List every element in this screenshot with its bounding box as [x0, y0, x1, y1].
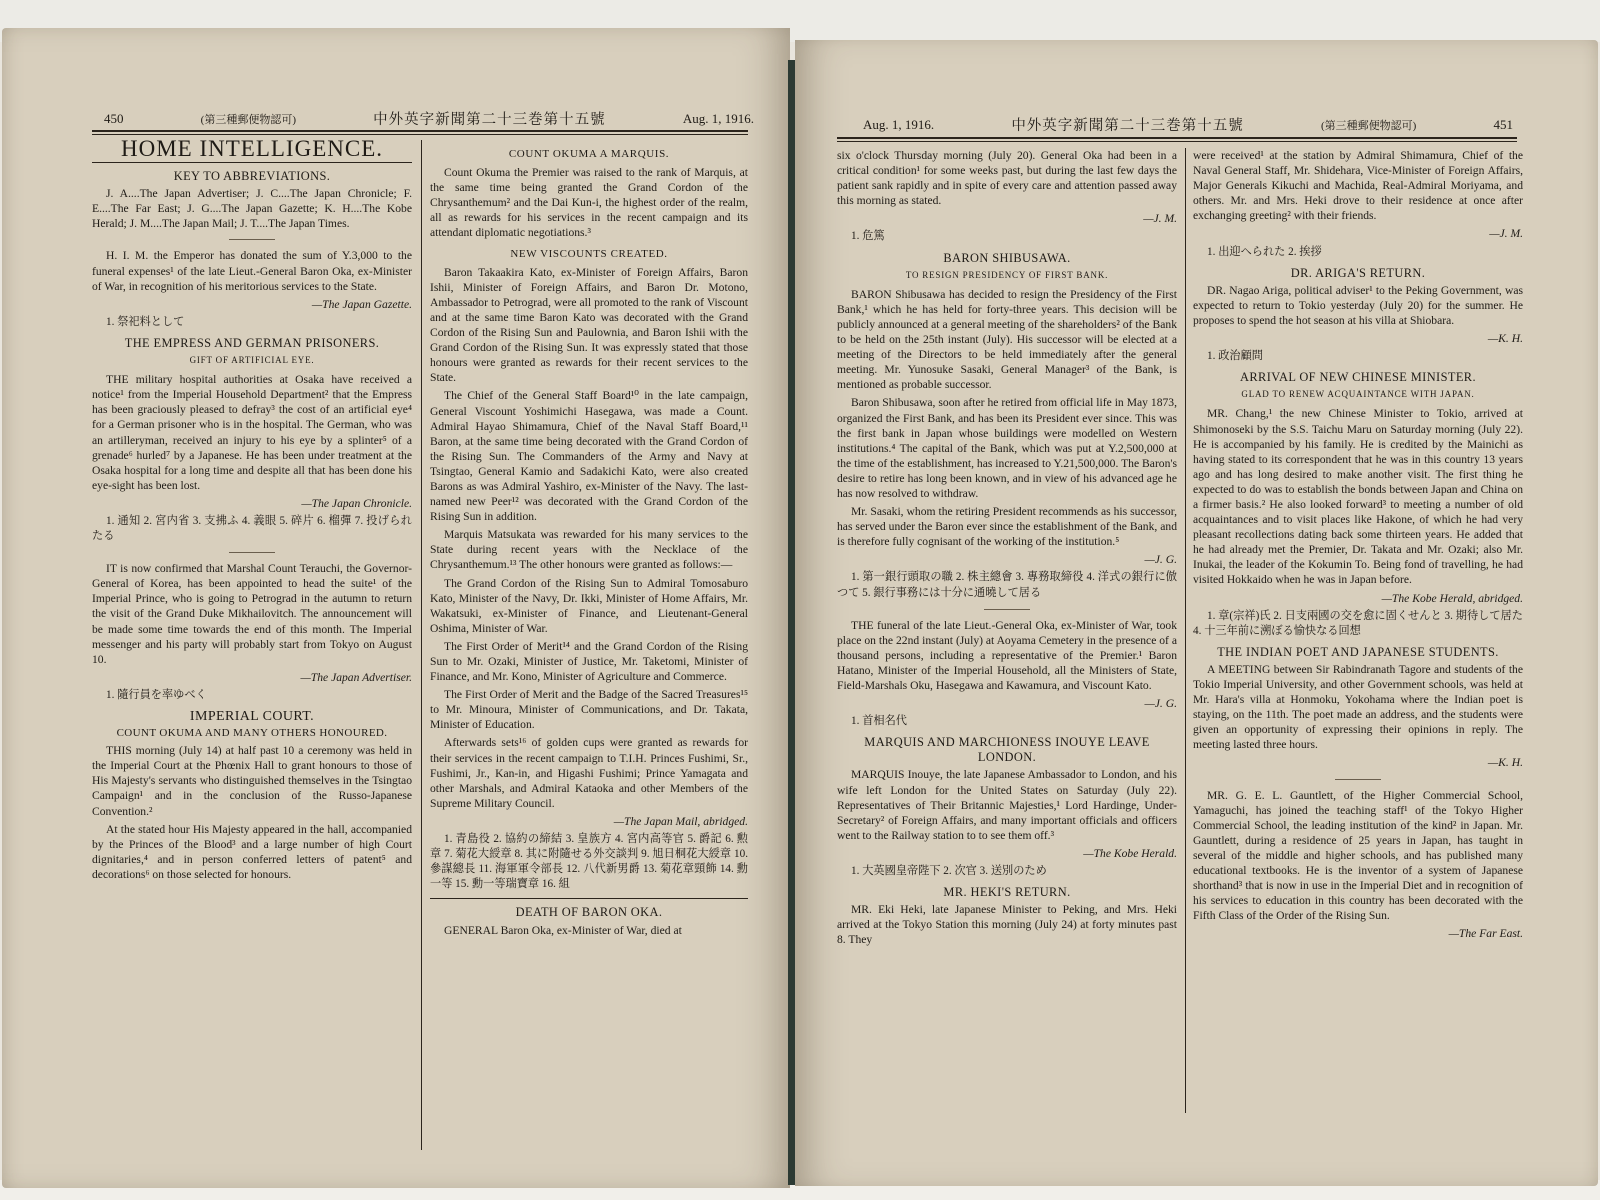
issue-date: Aug. 1, 1916. [863, 116, 935, 132]
empress-subheading: GIFT OF ARTIFICIAL EYE. [189, 355, 315, 366]
terauchi-source: —The Japan Advertiser. [300, 670, 412, 684]
key-heading: KEY TO ABBREVIATIONS. [173, 169, 331, 184]
funeral-source: —J. G. [1144, 697, 1177, 711]
right-running-header [863, 114, 1513, 135]
heki-article-start: MR. Eki Heki, late Japanese Minister to Peking, and Mrs. Heki arrived at the Tokyo Station this morning (July 24) at forty minutes past 8. They [837, 903, 1177, 947]
viscounts-paragraph-7: Afterwards sets¹⁶ of golden cups were granted as rewards for their services in the recent campaign to T.I.H. Princes Fushimi, Sr., Fushimi, Jr., Kan-in, and Higashi Fushimi; Prince Yamagata and other Marshals, and Admiral Kataoka and other Members of the Supreme Military Council. [430, 736, 748, 810]
court-article-2: At the stated hour His Majesty appeared in the hall, accompanied by the Princes of the Blood³ and a large number of high Court dignitaries,⁴ and in person conferred letters of patent⁵ and decorations⁶ on those selected for honours. [92, 822, 412, 881]
left-column-divider [421, 140, 422, 1150]
heki-notes: 1. 出迎へられた 2. 挨拶 [1207, 245, 1322, 258]
poet-article: A MEETING between Sir Rabindranath Tagore and students of the Tokio Imperial University, and other Government schools, was held at Mr. Hara's villa at Honmoku, Yokohama where the Indian poet is staying, on the 11th. The poet made an address, and the students were given an opportunity of expressing their opinions in reply. The meeting lasted three hours. [1193, 662, 1523, 752]
oka-article-start: GENERAL Baron Oka, ex-Minister of War, died at [444, 923, 682, 937]
empress-source: —The Japan Chronicle. [301, 496, 412, 510]
court-heading: IMPERIAL COURT. [189, 709, 315, 724]
shibusawa-notes: 1. 第一銀行頭取の職 2. 株主總會 3. 專務取締役 4. 洋式の銀行に倣つて 5. 銀行事務には十分に通曉して居る [837, 571, 1177, 599]
journal-title: 中外英字新聞第二十三巻第十五號 [1011, 118, 1244, 134]
right-page [795, 40, 1598, 1186]
chinese-minister-heading: ARRIVAL OF NEW CHINESE MINISTER. [1240, 370, 1476, 385]
inouye-article: MARQUIS Inouye, the late Japanese Ambassador to London, and his wife left London for the United States on Saturday (July 22). Representatives of Their Britannic Majesties,¹ Lord Hardinge, Under-Secretary² of Foreign Affairs, and many important officials and officers went to the Railway station to to see them off.³ [837, 768, 1177, 842]
inouye-heading: MARQUIS AND MARCHIONESS INOUYE LEAVE LONDON. [864, 735, 1150, 765]
poet-source: —K. H. [1487, 756, 1523, 770]
oka-source: —J. M. [1143, 212, 1177, 226]
inouye-notes: 1. 大英國皇帝陛下 2. 次官 3. 送別のため [851, 865, 1047, 878]
poet-heading: THE INDIAN POET AND JAPANESE STUDENTS. [1217, 644, 1499, 659]
divider [229, 552, 275, 553]
gauntlett-article: MR. G. E. L. Gauntlett, of the Higher Commercial School, Yamaguchi, has joined the teaching staff¹ of the Tokyo Higher Commercial School, the leading institution of the kind² in Japan. Mr. Gauntlett, during a residence of 25 years in Japan, has taught in several of the middle and higher schools, and has published many educational textbooks. He is the inventor of a system of Japanese shorthand³ that is now in use in the Imperial Diet and in recognition of his services to education in this country has been decorated with the Fifth Class of the Order of the Rising Sun. [1193, 788, 1523, 923]
right-header-rule [837, 137, 1517, 142]
chinese-minister-subheading: GLAD TO RENEW ACQUAINTANCE WITH JAPAN. [1241, 389, 1475, 400]
oka-article-continued: six o'clock Thursday morning (July 20). General Oka had been in a critical condition¹ for some weeks past, but during the last few days the patient sank rapidly and in spite of every care and attention passed away this morning as stated. [837, 149, 1177, 208]
oka-notes: 1. 危篤 [851, 230, 885, 243]
viscounts-paragraph-2: The Chief of the General Staff Board¹⁰ in the late campaign, General Viscount Yoshimichi Hasegawa, was made a Count. Admiral Hayao Shimamura, Chief of the Naval Staff Board,¹¹ Baron, at the same time being decorated with the Grand Cordon of the Rising Sun. The Commanders of the Army and Navy at Tsingtao, General Kamio and Sadakichi Kato, were also created Barons as was Admiral Yashiro, ex-Minister of the Navy. The last-named new Peer¹² was decorated with the Grand Cordon of the Rising Sun in addition. [430, 389, 748, 524]
viscounts-heading: NEW VISCOUNTS CREATED. [510, 247, 668, 260]
emperor-notes: 1. 祭祀料として [106, 315, 185, 328]
marquis-article: Count Okuma the Premier was raised to the rank of Marquis, at the same time being granted the Grand Cordon of the Chrysanthemum² and the Dai Kun-i, the highest order of the realm, all as rewards for his services in the recent campaign and its attendant diplomatic negotiations.³ [430, 166, 748, 240]
right-column-divider [1185, 148, 1186, 1113]
terauchi-article: IT is now confirmed that Marshal Count Terauchi, the Governor-General of Korea, has been appointed to head the suite¹ of the Imperial Prince, who is going to Petrograd in the autumn to return the visit of the Grand Duke Mikhailovitch. The announcement will be made some time towards the end of this month. The Imperial messenger and his party will probably start from Tokyo on August 10. [92, 562, 412, 666]
key-text: J. A....The Japan Advertiser; J. C....The Japan Chronicle; F. E....The Far East; J. G....The Japan Gazette; K. H....The Kobe Herald; J. M....The Japan Mail; J. T....The Japan Times. [92, 187, 412, 231]
funeral-article: THE funeral of the late Lieut.-General Oka, ex-Minister of War, took place on the 22nd instant (July) at Aoyama Cemetery in the presence of a thousand persons, including a representative of the Premier.¹ Baron Hatano, Minister of the Imperial Household, all the Ministers of State, Field-Marshals Oku, Hasegawa and Kawamura, and Viscount Kato. [837, 618, 1177, 692]
emperor-source: —The Japan Gazette. [311, 297, 412, 311]
shibusawa-source: —J. G. [1144, 553, 1177, 567]
viscounts-paragraph-6: The First Order of Merit and the Badge of the Sacred Treasures¹⁵ to Mr. Minoura, Minister of Communications, and Dr. Takata, Minister of Education. [430, 688, 748, 732]
court-article-1: THIS morning (July 14) at half past 10 a ceremony was held in the Imperial Court at the Phœnix Hall to grant honours to those of His Majesty's servants who distinguished themselves in the Tsingtao Campaign¹ and in the conclusion of the Russo-Japanese Convention.² [92, 744, 412, 818]
shibusawa-heading: BARON SHIBUSAWA. [943, 250, 1071, 265]
emperor-article: H. I. M. the Emperor has donated the sum of Y.3,000 to the funeral expenses¹ of the late Lieut.-General Baron Oka, ex-Minister of War, in recognition of his meritorious services to the State. [92, 249, 412, 293]
viscounts-paragraph-4: The Grand Cordon of the Rising Sun to Admiral Tomosaburo Kato, Minister of the Navy, Dr. Ikki, Minister of Home Affairs, Mr. Wakatsuki, ex-Minister of Finance, and Lieutenant-General Oshima, Minister of War. [430, 576, 748, 635]
divider [984, 609, 1030, 610]
left-running-header [104, 108, 754, 129]
shibusawa-paragraph-1: BARON Shibusawa has decided to resign the Presidency of the First Bank,¹ which he has held for forty-three years. This decision will be publicly announced at a general meeting of the shareholders² of the Bank to be held on the 25th instant (July). His successor will be elected at a meeting of the Directors to be held immediately after the general meeting. Mr. Yunosuke Sasaki, General Manager³ of the Bank, is mentioned as probable successor. [837, 287, 1177, 392]
heki-heading: MR. HEKI'S RETURN. [943, 885, 1071, 900]
ariga-notes: 1. 政治顧問 [1207, 350, 1263, 363]
viscounts-paragraph-3: Marquis Matsukata was rewarded for his many services to the State during recent years with the Necklace of the Chrysanthemum.¹³ The other honours were granted as follows:— [430, 528, 748, 572]
postal-permit: (第三種郵便物認可) [1320, 119, 1417, 132]
empress-article: THE military hospital authorities at Osaka have received a notice¹ from the Imperial Household Department² that the Empress has been graciously pleased to defray³ the cost of an artificial eye⁴ for a German prisoner who is in the hospital. The German, who was an artilleryman, received an injury to his eye by a splinter⁵ of a grenade⁶ hurled⁷ by a Japanese. He has been under treatment at the Osaka hospital for a long time and despite all that has been done his eye-sight has been lost. [92, 373, 412, 492]
viscounts-paragraph-5: The First Order of Merit¹⁴ and the Grand Cordon of the Rising Sun to Mr. Ozaki, Minister of Justice, Mr. Taketomi, Minister of Finance, and Mr. Kono, Minister of Agriculture and Commerce. [430, 639, 748, 684]
empress-notes: 1. 通知 2. 宮内省 3. 支拂ふ 4. 義眼 5. 碎片 6. 榴彈 7. 投げられたる [92, 514, 412, 543]
section-title: HOME INTELLIGENCE. [120, 136, 383, 161]
marquis-heading: COUNT OKUMA A MARQUIS. [508, 148, 670, 160]
shibusawa-paragraph-3: Mr. Sasaki, whom the retiring President recommends as his successor, has served under the Baron ever since the establishment of the Bank, and is therefore fully cognisant of the working of the institution.⁵ [837, 505, 1177, 549]
postal-permit: (第三種郵便物認可) [200, 113, 296, 126]
oka-heading: DEATH OF BARON OKA. [515, 905, 663, 920]
viscounts-source: —The Japan Mail, abridged. [613, 814, 748, 828]
chinese-minister-article: MR. Chang,¹ the new Chinese Minister to Tokio, arrived at Shimonoseki by the S.S. Taichu Maru on Saturday morning (July 22). He is accompanied by his family. He is credited by the Mainichi as having stated to its correspondent that he was in this country 13 years ago and has long desired to make another visit. The first thing he expected to do was to establish the bonds between Japan and China on a firmer basis.² He also looked forward³ to meeting a number of old acquaintances and to visit places like Hakone, of which he had very pleasant recollections dating back some thirteen years. He added that he had already met the Premier, Dr. Takata and Mr. Ozaki; also Mr. Inukai, the leader of the Kokumin To. Being fond of travelling, he had visited Hokkaido when he was in Japan before. [1193, 407, 1523, 587]
ariga-heading: DR. ARIGA'S RETURN. [1290, 265, 1426, 280]
left-header-rule [92, 130, 748, 135]
ariga-article: DR. Nagao Ariga, political adviser¹ to the Peking Government, was expected to return to Tokio yesterday (July 20) for the summer. He proposes to spend the hot season at his villa at Shiobara. [1193, 283, 1523, 327]
funeral-notes: 1. 首相名代 [851, 715, 907, 728]
court-subheading: COUNT OKUMA AND MANY OTHERS HONOURED. [116, 727, 388, 740]
heki-article-continued: were received¹ at the station by Admiral Shimamura, Chief of the Naval General Staff, Mr. Shidehara, Vice-Minister of Foreign Affairs, Major Generals Kikuchi and Machida, Real-Admiral Moriyama, and others. Mr. and Mrs. Heki drove to their residence at once after exchanging greeting² with their friends. [1193, 149, 1523, 223]
chinese-minister-notes: 1. 章(宗祥)氏 2. 日支兩國の交を愈に固くせんと 3. 期待して居た 4. 十三年前に溯ぼる愉快なる回想 [1193, 609, 1523, 637]
left-column-1 [92, 136, 412, 885]
gauntlett-source: —The Far East. [1448, 927, 1523, 941]
ariga-source: —K. H. [1487, 332, 1523, 346]
journal-title: 中外英字新聞第二十三巻第十五號 [373, 112, 606, 128]
right-column-2 [1193, 148, 1523, 945]
inouye-source: —The Kobe Herald. [1083, 846, 1177, 860]
viscounts-notes: 1. 青島役 2. 協約の締結 3. 皇族方 4. 宮内高等官 5. 爵記 6. 勲章 7. 菊花大綬章 8. 其に附隨せる外交談判 9. 旭日桐花大綬章 10. 參謀總長 11. 海軍軍令部長 12. 八代新男爵 13. 菊花章頸飾 14. 勳一等 15. 勳一等瑞寶章 16. 組 [430, 833, 748, 891]
empress-heading: THE EMPRESS AND GERMAN PRISONERS. [124, 335, 380, 350]
shibusawa-subheading: TO RESIGN PRESIDENCY OF FIRST BANK. [905, 269, 1109, 280]
issue-date: Aug. 1, 1916. [682, 110, 754, 126]
heki-source: —J. M. [1489, 227, 1523, 241]
divider [1335, 779, 1381, 780]
page-number: 450 [104, 110, 124, 126]
left-column-2 [430, 141, 748, 941]
page-number: 451 [1493, 116, 1513, 132]
title-rule [92, 162, 412, 163]
chinese-minister-source: —The Kobe Herald, abridged. [1381, 591, 1523, 605]
rule [430, 898, 748, 899]
divider [229, 239, 275, 240]
shibusawa-paragraph-2: Baron Shibusawa, soon after he retired from official life in May 1873, organized the First Bank, and has been its President ever since. This was the first bank in Japan whose buildings were modelled on Western institutions.⁴ The capital of the Bank, which was put at Y.2,500,000 at the time of the establishment, has increased to Y.21,500,000. The Baron's desire to retire has long been known, and in view of his advanced age he has now resolved to withdraw. [837, 396, 1177, 500]
terauchi-notes: 1. 隨行員を率ゆべく [106, 688, 207, 701]
right-column-1 [837, 148, 1177, 951]
left-page [2, 28, 790, 1188]
viscounts-paragraph-1: Baron Takaakira Kato, ex-Minister of Foreign Affairs, Baron Ishii, Minister of Foreign Affairs, and Baron Dr. Motono, Ambassador to Petrograd, were all promoted to the rank of Viscount and at the same time Baron Kato was decorated with the Grand Cordon of the Rising Sun and Paulownia, and Baron Ishii with the Grand Cordon of the Rising Sun. It was expressly stated that those honours were granted as rewards for their recent services to the State. [430, 265, 748, 385]
